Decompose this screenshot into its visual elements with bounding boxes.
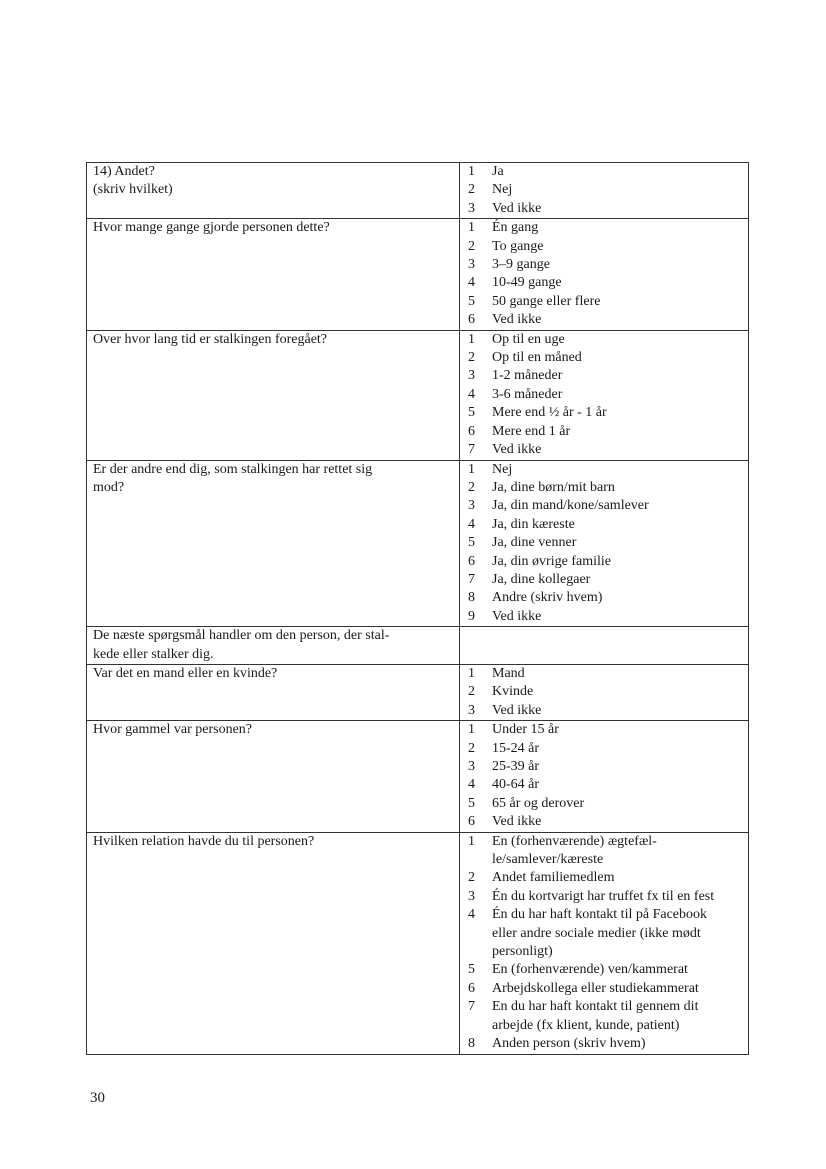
question-text: Hvilken relation havde du til personen? [93, 833, 315, 849]
option-number: 7 [468, 442, 475, 458]
option-number: 2 [468, 182, 475, 198]
option-label: Op til en uge [492, 331, 565, 347]
option-number: 5 [468, 405, 475, 421]
answer-option [468, 386, 748, 404]
option-number: 4 [468, 777, 475, 793]
answer-option [468, 497, 748, 515]
answer-option [468, 869, 748, 887]
answer-option [468, 998, 748, 1035]
option-label: Ved ikke [492, 702, 542, 718]
answer-options-cell [460, 330, 749, 460]
answer-options-cell [460, 163, 749, 219]
option-number: 2 [468, 870, 475, 886]
answer-option [468, 665, 748, 683]
option-label: Ved ikke [492, 814, 542, 830]
answer-option [468, 200, 748, 218]
answer-option [468, 516, 748, 534]
answer-option [468, 349, 748, 367]
page-number: 30 [90, 1090, 105, 1106]
option-number: 9 [468, 608, 475, 624]
option-label: Ved ikke [492, 608, 542, 624]
answer-options-cell [460, 219, 749, 330]
answer-option [468, 906, 748, 961]
option-label: Ja, dine kollegaer [492, 571, 591, 587]
option-label: Ved ikke [492, 200, 542, 216]
option-label: 3-6 måneder [492, 386, 563, 402]
answer-option [468, 479, 748, 497]
option-number: 1 [468, 722, 475, 738]
option-label: En (forhenværende) ven/kammerat [492, 962, 688, 978]
option-number: 1 [468, 833, 475, 849]
option-label: Arbejdskollega eller studiekammerat [492, 980, 699, 996]
option-number: 2 [468, 479, 475, 495]
option-number: 6 [468, 423, 475, 439]
answer-option [468, 553, 748, 571]
question-cell [87, 163, 460, 219]
question-text: Hvor mange gange gjorde personen dette? [93, 220, 330, 236]
answer-options-cell [460, 460, 749, 627]
question-row [87, 330, 749, 460]
option-number: 3 [468, 888, 475, 904]
option-label: 65 år og derover [492, 795, 585, 811]
option-number: 5 [468, 795, 475, 811]
answer-option [468, 795, 748, 813]
option-number: 2 [468, 740, 475, 756]
option-number: 7 [468, 999, 475, 1015]
answer-option [468, 219, 748, 237]
option-number: 7 [468, 571, 475, 587]
option-number: 2 [468, 684, 475, 700]
option-label: 40-64 år [492, 777, 540, 793]
answer-option [468, 1035, 748, 1053]
answer-option [468, 293, 748, 311]
option-label: Nej [492, 461, 513, 477]
answer-options-cell [460, 627, 749, 665]
option-label: Mere end ½ år - 1 år [492, 405, 607, 421]
option-label: Ved ikke [492, 442, 542, 458]
answer-option [468, 311, 748, 329]
question-text: Var det en mand eller en kvinde? [93, 665, 278, 681]
question-cell [87, 832, 460, 1054]
option-label: Andre (skriv hvem) [492, 590, 603, 606]
option-number: 8 [468, 1036, 475, 1052]
option-number: 3 [468, 200, 475, 216]
answer-option [468, 404, 748, 422]
answer-options-cell [460, 721, 749, 832]
answer-option [468, 721, 748, 739]
option-label: Op til en måned [492, 350, 582, 366]
option-label: Ja, din mand/kone/samlever [492, 498, 649, 514]
answer-option [468, 534, 748, 552]
answer-option [468, 238, 748, 256]
answer-option [468, 461, 748, 479]
option-label: Én gang [492, 220, 539, 236]
answer-option [468, 181, 748, 199]
option-label: Ved ikke [492, 312, 542, 328]
option-label: 15-24 år [492, 740, 540, 756]
option-label: Ja, dine venner [492, 535, 577, 551]
answer-option [468, 256, 748, 274]
question-cell [87, 330, 460, 460]
option-label: Én du kortvarigt har truffet fx til en fest [492, 888, 715, 904]
question-text: Er der andre end dig, som stalkingen har rettet sig mod? [93, 461, 373, 495]
answer-option [468, 758, 748, 776]
question-cell [87, 664, 460, 720]
answer-option [468, 740, 748, 758]
option-number: 5 [468, 293, 475, 309]
question-row [87, 460, 749, 627]
option-label: Andet familiemedlem [492, 870, 615, 886]
option-label: Kvinde [492, 684, 534, 700]
option-number: 1 [468, 665, 475, 681]
question-row [87, 721, 749, 832]
option-number: 3 [468, 759, 475, 774]
option-number: 1 [468, 461, 475, 477]
option-label: En (forhenværende) ægtefæl- le/samlever/kæreste [492, 833, 657, 868]
option-number: 4 [468, 386, 475, 402]
survey-table [86, 162, 749, 1055]
option-label: 10-49 gange [492, 275, 562, 291]
option-label: 1-2 måneder [492, 368, 563, 384]
question-row [87, 163, 749, 219]
option-number: 5 [468, 535, 475, 551]
option-label: Ja, din øvrige familie [492, 553, 611, 569]
option-number: 6 [468, 814, 475, 830]
option-number: 3 [468, 257, 475, 273]
option-number: 3 [468, 498, 475, 514]
question-row [87, 832, 749, 1054]
option-number: 2 [468, 238, 475, 254]
option-number: 4 [468, 275, 475, 291]
answer-option [468, 961, 748, 979]
answer-option [468, 274, 748, 292]
option-label: 3–9 gange [492, 257, 550, 273]
question-cell [87, 721, 460, 832]
option-number: 5 [468, 962, 475, 978]
option-label: Mere end 1 år [492, 423, 571, 439]
question-cell [87, 627, 460, 665]
answer-option [468, 702, 748, 720]
question-row [87, 627, 749, 665]
option-number: 1 [468, 164, 475, 179]
question-text: De næste spørgsmål handler om den person, der stal- kede eller stalker dig. [93, 628, 390, 662]
option-label: 25-39 år [492, 759, 540, 774]
answer-option [468, 367, 748, 385]
answer-option [468, 813, 748, 831]
question-cell [87, 219, 460, 330]
answer-option [468, 589, 748, 607]
answer-option [468, 441, 748, 459]
answer-option [468, 423, 748, 441]
option-number: 1 [468, 331, 475, 347]
option-label: Én du har haft kontakt til på Facebook eller andre sociale medier (ikke mødt personligt) [492, 907, 707, 960]
answer-option [468, 776, 748, 794]
option-label: Mand [492, 665, 525, 681]
option-label: En du har haft kontakt til gennem dit arbejde (fx klient, kunde, patient) [492, 999, 699, 1033]
answer-option [468, 888, 748, 906]
option-number: 4 [468, 516, 475, 532]
option-number: 6 [468, 312, 475, 328]
question-text: Over hvor lang tid er stalkingen foregået? [93, 331, 328, 347]
question-text: Hvor gammel var personen? [93, 722, 252, 738]
answer-options-cell [460, 664, 749, 720]
option-number: 1 [468, 220, 475, 236]
option-number: 6 [468, 980, 475, 996]
answer-option [468, 833, 748, 870]
survey-table-body [87, 163, 749, 1055]
option-number: 2 [468, 350, 475, 366]
option-label: 50 gange eller flere [492, 293, 601, 309]
option-number: 4 [468, 907, 475, 923]
option-number: 3 [468, 368, 475, 384]
option-label: Ja [492, 164, 504, 179]
answer-options-cell [460, 832, 749, 1054]
option-label: Ja, din kæreste [492, 516, 575, 532]
option-label: Anden person (skriv hvem) [492, 1036, 646, 1052]
answer-option [468, 571, 748, 589]
question-cell [87, 460, 460, 627]
option-label: Nej [492, 182, 513, 198]
answer-option [468, 331, 748, 349]
option-number: 3 [468, 702, 475, 718]
answer-option [468, 163, 748, 181]
option-number: 8 [468, 590, 475, 606]
answer-option [468, 980, 748, 998]
answer-option [468, 608, 748, 626]
question-row [87, 664, 749, 720]
option-label: Ja, dine børn/mit barn [492, 479, 615, 495]
option-label: To gange [492, 238, 544, 254]
question-row [87, 219, 749, 330]
answer-option [468, 683, 748, 701]
question-text: 14) Andet? (skriv hvilket) [93, 164, 173, 198]
option-number: 6 [468, 553, 475, 569]
option-label: Under 15 år [492, 722, 559, 738]
